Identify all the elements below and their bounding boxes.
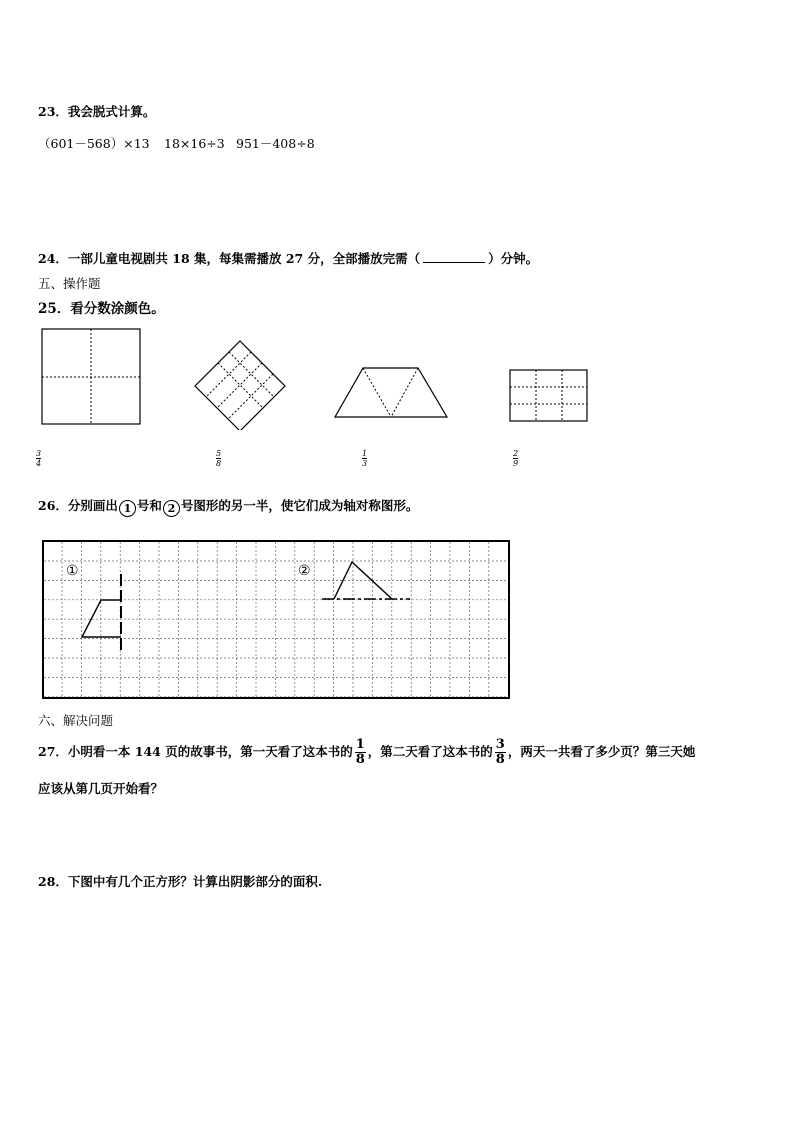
q27-line-1: 27．小明看一本 144 页的故事书，第一天看了这本书的 $\frac{1}{8}$ ，第二天看了这本书的 $\frac{3}{8}$ ，两天一共看了多少页？第三天她: [38, 737, 696, 767]
fraction-1-3: $\frac{1}{3}$: [362, 449, 368, 468]
fraction-5-8: $\frac{5}{8}$: [216, 449, 222, 468]
fraction-3-4: $\frac{3}{4}$: [36, 449, 42, 468]
figure-1-half-shape: [82, 574, 121, 654]
q27-line-2: 应该从第几页开始看？: [38, 781, 164, 796]
section-5-title: 五、操作题: [38, 276, 101, 291]
trapezoid-thirds-figure: [335, 368, 447, 417]
q24-answer-blank[interactable]: [423, 250, 485, 263]
q24-question: [38, 250, 538, 267]
q23-expression-3: 951－408÷8: [236, 136, 315, 151]
dotted-grid-lines: [44, 542, 508, 697]
square-quarters-figure: [42, 329, 140, 424]
q27-fraction-3-8: $\frac{3}{8}$: [495, 737, 505, 767]
q28-title: 28．下图中有几个正方形？计算出阴影部分的面积.: [38, 874, 323, 889]
grid-label-2: ②: [298, 563, 311, 579]
fraction-2-9: $\frac{2}{9}$: [513, 449, 519, 468]
q26-grid: [0, 530, 794, 705]
q23-title: 23．我会脱式计算。: [38, 104, 156, 119]
q23-expression-2: 18×16÷3: [164, 136, 225, 151]
q25-shapes: [0, 320, 794, 430]
circle-number-1: 1: [119, 500, 136, 517]
q27-fraction-1-8: $\frac{1}{8}$: [355, 737, 365, 767]
q25-title: 25．看分数涂颜色。: [38, 301, 165, 317]
section-6-title: 六、解决问题: [38, 713, 114, 728]
q23-expression-1: （601－568）×13: [38, 136, 150, 151]
q24-text-after: ）分钟。: [488, 251, 539, 266]
diamond-eighths-figure: [195, 341, 285, 430]
q24-text-before: 24．一部儿童电视剧共 18 集，每集需播放 27 分，全部播放完需（: [38, 251, 421, 266]
rectangle-ninths-figure: [510, 370, 587, 421]
q26-title: 26．分别画出 1 号和 2 号图形的另一半，使它们成为轴对称图形。: [38, 498, 419, 515]
circle-number-2: 2: [163, 500, 180, 517]
grid-label-1: ①: [66, 563, 79, 579]
